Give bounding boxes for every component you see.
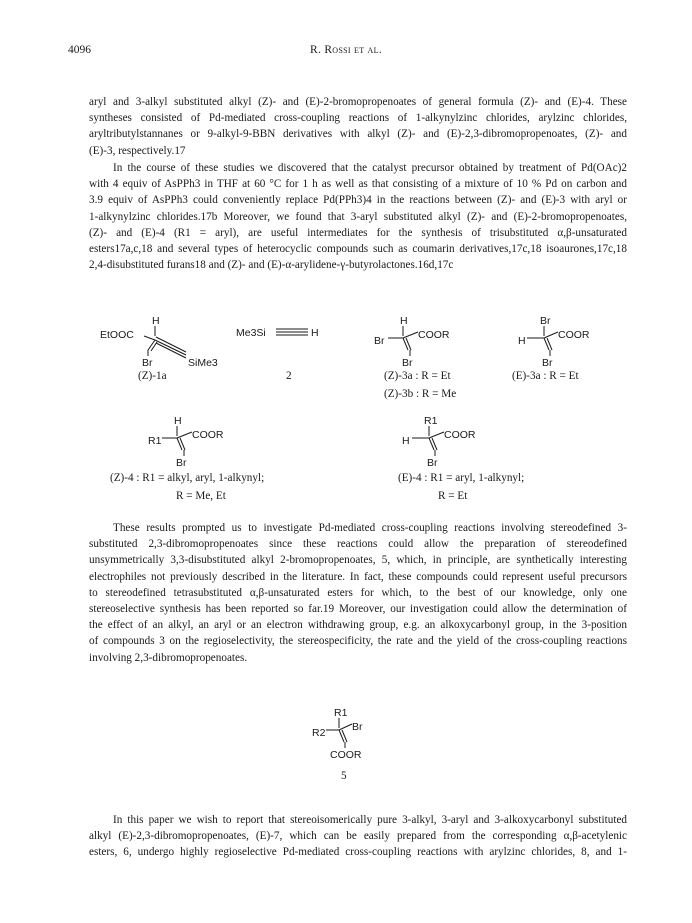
label-z-1a: (Z)-1a	[138, 370, 167, 382]
label-e-4-r: R = Et	[438, 490, 468, 502]
paragraph-catalyst	[89, 160, 627, 273]
text-line: of compounds 3 on the regioselectivity, the stereospecificity, the rate and the yield of the cross-coupling reactions	[89, 635, 627, 648]
text-line: In this paper we wish to report that stereoisomerically pure 3-alkyl, 3-aryl and 3-alkoxycarbonyl substituted	[113, 814, 627, 826]
atom-r2: R2	[312, 727, 326, 739]
atom-me3si: Me3Si	[236, 327, 266, 339]
structure-z-4	[148, 410, 248, 475]
atom-h: H	[402, 435, 410, 447]
atom-r1: R1	[334, 707, 348, 719]
atom-r1: R1	[424, 415, 438, 427]
text-line: 3.9 equiv of AsPPh3 could conveniently replace Pd(PPh3)4 in the reactions between (Z)- and (E)-3 with aryl or	[89, 194, 627, 207]
text-line: alkyl (E)-2,3-dibromopropenoates, (E)-7, which can be easily prepared from the corresponding α,β-acetylenic	[89, 830, 627, 843]
structure-5	[306, 702, 406, 775]
atom-h: H	[518, 335, 526, 347]
text-line: to stereodefined tetrasubstituted α,β-unsaturated esters for which, to the best of our knowledge, only one	[89, 586, 627, 599]
label-5: 5	[341, 770, 347, 782]
label-z-4-r: R = Me, Et	[176, 490, 226, 502]
atom-h: H	[400, 315, 408, 327]
label-2: 2	[286, 370, 292, 382]
text-line: esters, 6, undergo highly regioselective Pd-mediated cross-coupling reactions with arylzinc chlorides, 8, and 1-	[89, 846, 627, 859]
atom-br: Br	[176, 457, 187, 469]
atom-etooc: EtOOC	[100, 329, 134, 341]
structure-e-4	[398, 410, 498, 475]
structure-e-3a	[512, 310, 612, 375]
text-line: substituted 2,3-dibromopropenoates since these reactions could allow the preparation of stereodefined	[89, 538, 627, 551]
label-z-3a: (Z)-3a : R = Et	[384, 370, 451, 382]
atom-br: Br	[427, 457, 438, 469]
paragraph-this-paper	[89, 812, 627, 861]
text-line: unsymmetrically 3,3-disubstituted alkyl 2-bromopropenoates, 5, which, in principle, are synthetically interesting	[89, 554, 627, 567]
page-number: 4096	[68, 44, 91, 56]
paragraph-motivation	[89, 520, 627, 666]
atom-br: Br	[540, 315, 551, 327]
atom-coor: COOR	[418, 329, 450, 341]
label-e-4: (E)-4 : R1 = aryl, 1-alkynyl;	[398, 472, 525, 484]
text-line: esters17a,c,18 and several types of heterocyclic compounds such as coumarin derivatives,17c,18 isoaurones,17c,18	[89, 243, 627, 256]
atom-br: Br	[402, 357, 413, 369]
label-z-3b: (Z)-3b : R = Me	[384, 388, 457, 400]
atom-sime3: SiMe3	[188, 357, 218, 369]
atom-coor: COOR	[330, 749, 362, 761]
atom-br: Br	[352, 721, 363, 733]
paragraph-intro-continued	[89, 94, 627, 159]
text-line: with 4 equiv of AsPPh3 in THF at 60 °C for 1 h as well as that consisting of a mixture of 10 % Pd on carbon and	[89, 178, 627, 191]
atom-h: H	[311, 327, 319, 339]
atom-h: H	[152, 315, 160, 327]
text-line: the effect of an alkyl, an aryl or an electron withdrawing group, e.g. an alkoxycarbonyl group, in the 3-position	[89, 619, 627, 632]
label-e-3a: (E)-3a : R = Et	[512, 370, 579, 382]
atom-coor: COOR	[444, 429, 476, 441]
running-head: R. Rossi et al.	[310, 44, 382, 56]
text-line: (Z)- and (E)-4 (R1 = aryl), are useful intermediates for the synthesis of trisubstituted α,β-unsaturated	[89, 226, 627, 239]
text-line: These results prompted us to investigate Pd-mediated cross-coupling reactions involving stereodefined 3-	[113, 522, 627, 534]
text-line: 1-alkynylzinc chlorides.17b Moreover, we found that 3-aryl substituted alkyl (Z)- and (E)-2-bromopropenoates,	[89, 210, 627, 223]
text-line: aryl and 3-alkyl substituted alkyl (Z)- and (E)-2-bromopropenoates of general formula (Z)- and (E)-4. These	[89, 96, 627, 108]
text-line: 2,4-disubstituted furans18 and (Z)- and (E)-α-arylidene-γ-butyrolactones.16d,17c	[89, 259, 454, 272]
atom-r1: R1	[148, 435, 162, 447]
text-line: involving 2,3-dibromopropenoates.	[89, 651, 248, 664]
text-line: syntheses consisted of Pd-mediated cross-coupling reactions of 1-alkynylzinc chlorides, arylzinc chlorides,	[89, 112, 627, 125]
text-line: In the course of these studies we discovered that the catalyst precursor obtained by treatment of Pd(OAc)2	[113, 162, 627, 174]
text-line: (E)-3, respectively.17	[89, 144, 186, 157]
atom-br: Br	[142, 357, 153, 369]
structure-z-1a	[100, 310, 218, 375]
structure-z-3	[374, 310, 474, 375]
structure-2	[236, 322, 346, 347]
atom-h: H	[174, 415, 182, 427]
text-line: electrophiles not previously described in the literature. In fact, these compounds could represent useful precursors	[89, 570, 627, 583]
atom-br: Br	[542, 357, 553, 369]
label-z-4: (Z)-4 : R1 = alkyl, aryl, 1-alkynyl;	[110, 472, 265, 484]
text-line: aryltributylstannanes or 9-alkyl-9-BBN derivatives with alkyl (Z)- and (E)-2,3-dibromopropenoates, (Z)- and	[89, 128, 627, 141]
text-line: stereoselective synthesis has been reported so far.19 Moreover, our investigation could allow the determination of	[89, 603, 627, 616]
atom-coor: COOR	[558, 329, 590, 341]
atom-br: Br	[374, 335, 385, 347]
atom-coor: COOR	[192, 429, 224, 441]
